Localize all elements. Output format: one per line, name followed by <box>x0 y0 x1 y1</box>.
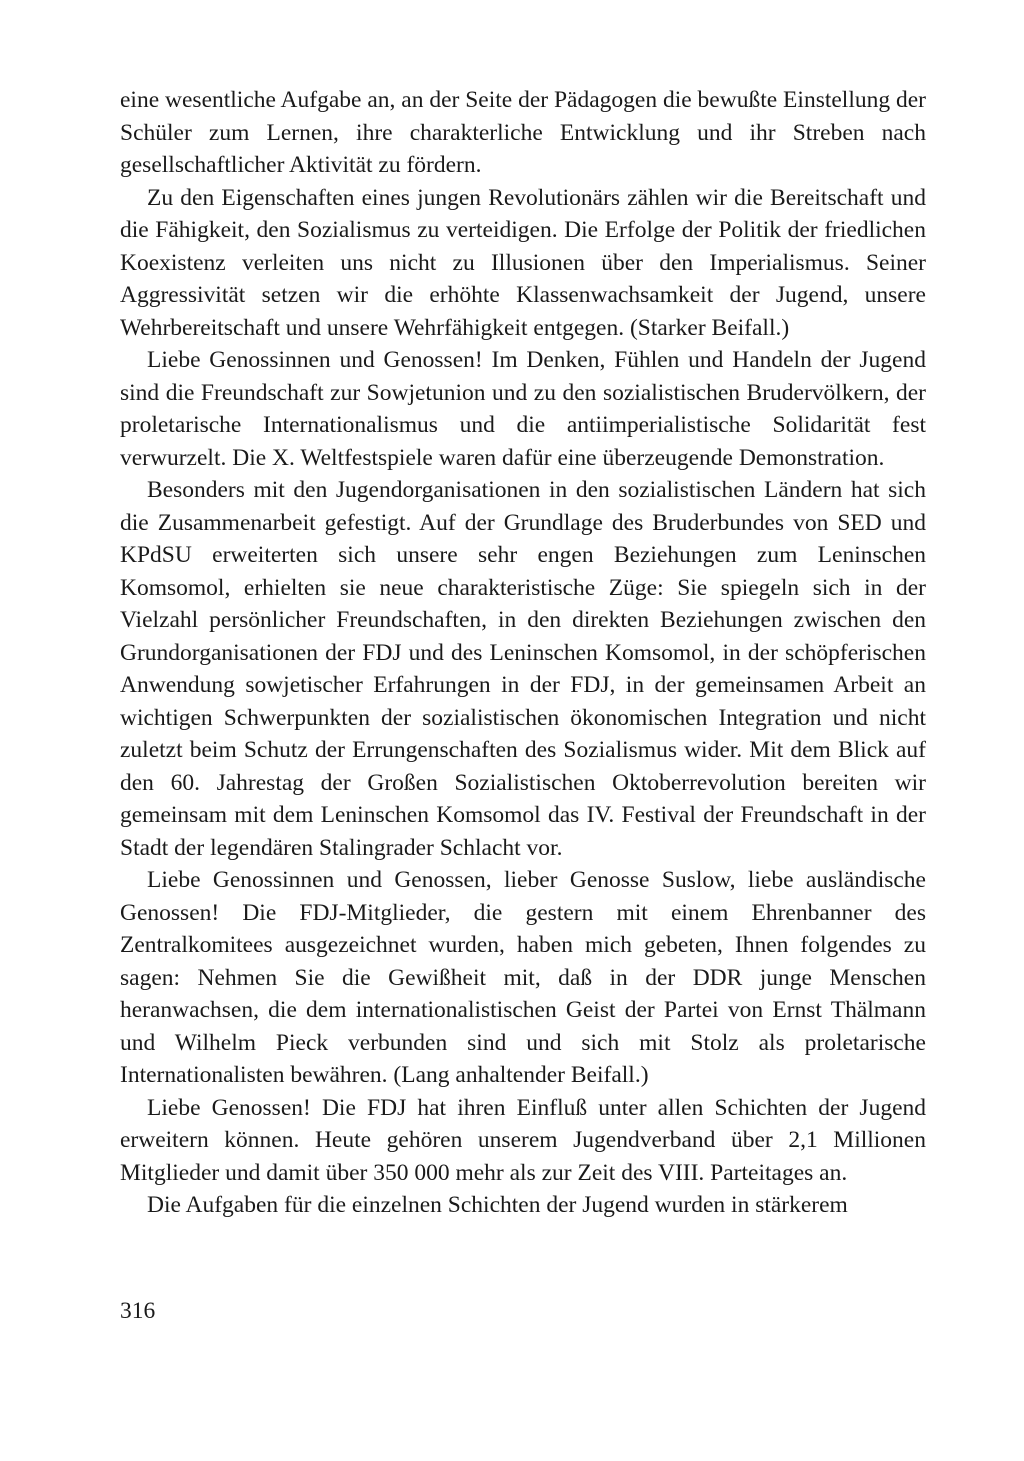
paragraph-tasks: Die Aufgaben für die einzelnen Schichten der Jugend wurden in stärkerem <box>147 1192 848 1218</box>
paragraph-continued: eine wesentliche Aufgabe an, an der Seite der Pädagogen die bewußte Einstellung der Schüler zum Lernen, ihre charakterliche Entwicklung und ihr Streben nach gesellschaftlicher Aktivität zu fördern. <box>120 87 926 178</box>
page-number: 316 <box>120 1298 156 1324</box>
paragraph-cooperation: Besonders mit den Jugendorganisationen in den sozialistischen Ländern hat sich die Zusammenarbeit gefestigt. Auf der Grundlage des Bruderbundes von SED und KPdSU erweiterten sich unsere sehr engen Beziehungen zum Leninschen Komsomol, erhielten sie neue charakteristische Züge: Sie spiegeln sich in der Vielzahl persönlicher Freundschaften, in den direkten Beziehungen zwischen den Grundorganisationen der FDJ und des Leninschen Komsomol, in der schöpferischen Anwendung sowjetischer Erfahrungen in der FDJ, in der gemeinsamen Arbeit an wichtigen Schwerpunkten der sozialistischen ökonomischen Integration und nicht zuletzt beim Schutz der Errungenschaften des Sozialismus wider. Mit dem Blick auf den 60. Jahrestag der Großen Sozialistischen Oktoberrevolution bereiten wir gemeinsam mit dem Leninschen Komsomol das IV. Festival der Freundschaft in der Stadt der legendären Stalingrader Schlacht vor. <box>120 477 926 861</box>
page-body <box>120 84 926 1222</box>
paragraph-greeting: Liebe Genossinnen und Genossen, lieber Genosse Suslow, liebe ausländische Genossen! Die FDJ-Mitglieder, die gestern mit einem Ehrenbanner des Zentralkomitees ausgezeichnet wurden, haben mich gebeten, Ihnen folgendes zu sagen: Nehmen Sie die Gewißheit mit, daß in der DDR junge Menschen heranwachsen, die dem internationalistischen Geist der Partei von Ernst Thälmann und Wilhelm Pieck verbunden sind und sich mit Stolz als proletarische Internationalisten bewähren. (Lang anhaltender Beifall.) <box>120 867 926 1088</box>
paragraph-defense: Zu den Eigenschaften eines jungen Revolutionärs zählen wir die Bereitschaft und die Fähigkeit, den Sozialismus zu verteidigen. Die Erfolge der Politik der friedlichen Koexistenz verleiten uns nicht zu Illusionen über den Imperialismus. Seiner Aggressivität setzen wir die erhöhte Klassenwachsamkeit der Jugend, unsere Wehrbereitschaft und unsere Wehrfähigkeit entgegen. (Starker Beifall.) <box>120 184 926 341</box>
paragraph-friendship: Liebe Genossinnen und Genossen! Im Denken, Fühlen und Handeln der Jugend sind die Freundschaft zur Sowjetunion und zu den sozialistischen Brudervölkern, der proletarische Internationalismus und die antiimperialistische Solidarität fest verwurzelt. Die X. Weltfestspiele waren dafür eine überzeugende Demonstration. <box>120 347 926 471</box>
paragraph-membership: Liebe Genossen! Die FDJ hat ihren Einfluß unter allen Schichten der Jugend erweitern können. Heute gehören unserem Jugendverband über 2,1 Millionen Mitglieder und damit über 350 000 mehr als zur Zeit des VIII. Parteitages an. <box>120 1094 926 1186</box>
